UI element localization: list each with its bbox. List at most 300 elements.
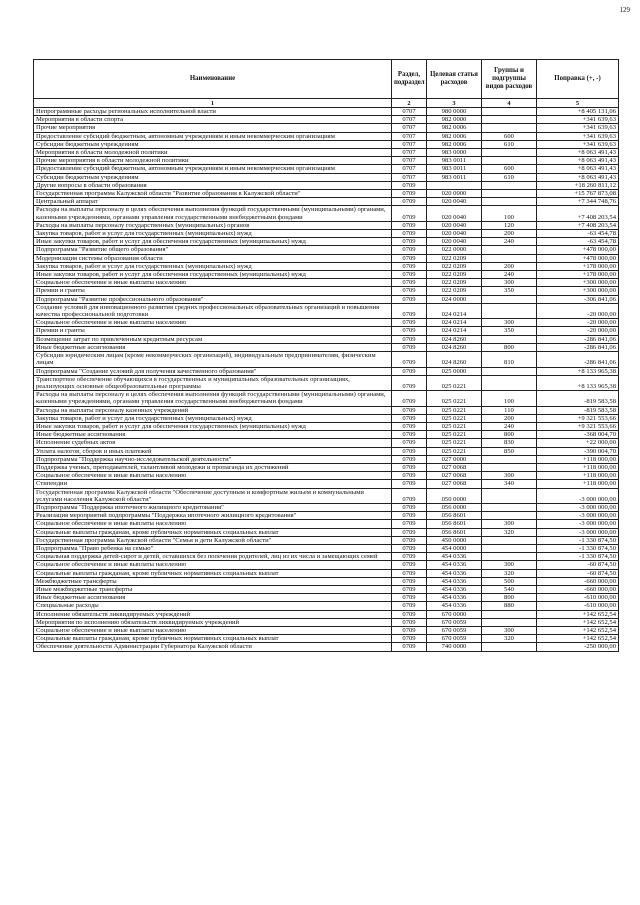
row-razdel: 0707 — [392, 149, 427, 157]
table-header-row — [34, 60, 619, 99]
row-target-article: 024 0214 — [427, 327, 482, 335]
row-razdel: 0709 — [392, 602, 427, 610]
table-row — [34, 367, 619, 375]
row-amount: +341 639,63 — [537, 124, 619, 132]
table-row — [34, 198, 619, 206]
row-expense-group: 850 — [482, 447, 537, 455]
table-row — [34, 643, 619, 651]
row-name: Иные бюджетные ассигнования — [34, 343, 392, 351]
row-amount: -368 004,70 — [537, 431, 619, 439]
row-expense-group: 340 — [482, 480, 537, 488]
row-amount: -1 330 874,50 — [537, 553, 619, 561]
row-amount: +178 000,00 — [537, 271, 619, 279]
row-target-article: 025 0221 — [427, 375, 482, 390]
row-expense-group: 200 — [482, 414, 537, 422]
row-name: Премии и гранты — [34, 287, 392, 295]
row-amount: -390 004,70 — [537, 447, 619, 455]
row-razdel: 0707 — [392, 157, 427, 165]
row-amount: -63 454,78 — [537, 238, 619, 246]
row-expense-group: 300 — [482, 627, 537, 635]
row-target-article: 020 0040 — [427, 198, 482, 206]
row-target-article: 020 0040 — [427, 238, 482, 246]
row-amount: +118 000,00 — [537, 463, 619, 471]
header-target: Целевая статья расходов — [427, 60, 482, 99]
row-name: Расходы на выплаты персоналу в целях обеспечения выполнения функций государственными (муниципальными) органами, казенными учреждениями, органами управления государственными внебюджетными фондами — [34, 391, 392, 406]
row-name: Иные закупки товаров, работ и услуг для обеспечения государственных (муниципальных) нужд — [34, 238, 392, 246]
row-expense-group: 540 — [482, 585, 537, 593]
row-amount: +8 405 131,06 — [537, 108, 619, 116]
row-expense-group — [482, 503, 537, 511]
row-expense-group: 320 — [482, 635, 537, 643]
row-expense-group: 100 — [482, 206, 537, 221]
row-target-article: 670 0059 — [427, 635, 482, 643]
row-target-article: 740 0000 — [427, 643, 482, 651]
table-row — [34, 472, 619, 480]
table-row — [34, 246, 619, 254]
row-expense-group: 100 — [482, 391, 537, 406]
row-razdel: 0709 — [392, 480, 427, 488]
table-row — [34, 173, 619, 181]
row-name: Социальные выплаты гражданам, кроме публичных нормативных социальных выплат — [34, 635, 392, 643]
row-razdel: 0709 — [392, 503, 427, 511]
row-target-article: 022 0209 — [427, 279, 482, 287]
row-name: Уплата налогов, сборов и иных платежей — [34, 447, 392, 455]
page-number: 129 — [619, 6, 630, 14]
row-name: Специальные расходы — [34, 602, 392, 610]
row-expense-group — [482, 544, 537, 552]
table-row — [34, 544, 619, 552]
table-row — [34, 230, 619, 238]
table-row — [34, 335, 619, 343]
table-row — [34, 319, 619, 327]
table-row — [34, 463, 619, 471]
row-target-article: 025 0221 — [427, 406, 482, 414]
row-razdel: 0709 — [392, 181, 427, 189]
row-amount: +9 321 553,66 — [537, 414, 619, 422]
column-number: 4 — [482, 99, 537, 108]
table-row — [34, 391, 619, 406]
row-target-article: 454 0336 — [427, 585, 482, 593]
row-razdel: 0709 — [392, 585, 427, 593]
row-target-article: 025 0221 — [427, 391, 482, 406]
row-razdel: 0707 — [392, 124, 427, 132]
row-target-article: 982 0006 — [427, 132, 482, 140]
row-expense-group: 800 — [482, 343, 537, 351]
row-expense-group — [482, 157, 537, 165]
row-name: Премии и гранты — [34, 327, 392, 335]
row-expense-group: 120 — [482, 221, 537, 229]
table-row — [34, 602, 619, 610]
row-expense-group — [482, 367, 537, 375]
row-razdel: 0709 — [392, 463, 427, 471]
row-razdel: 0707 — [392, 173, 427, 181]
row-target-article: 027 0000 — [427, 455, 482, 463]
row-expense-group — [482, 124, 537, 132]
row-target-article: 025 0221 — [427, 414, 482, 422]
row-target-article: 454 0336 — [427, 577, 482, 585]
row-target-article: 020 0040 — [427, 206, 482, 221]
row-name: Иные бюджетные ассигнования — [34, 594, 392, 602]
table-row — [34, 520, 619, 528]
row-razdel: 0709 — [392, 221, 427, 229]
row-razdel: 0709 — [392, 295, 427, 303]
row-name: Подпрограмма "Поддержка ипотечного жилищного кредитования" — [34, 503, 392, 511]
row-razdel: 0707 — [392, 116, 427, 124]
column-number: 3 — [427, 99, 482, 108]
table-row — [34, 553, 619, 561]
table-row — [34, 343, 619, 351]
row-name: Расходы на выплаты персоналу в целях обеспечения выполнения функций государственными (муниципальными) органами, казенными учреждениями, органами управления государственными внебюджетными фондами — [34, 206, 392, 221]
row-razdel: 0709 — [392, 431, 427, 439]
row-expense-group: 240 — [482, 422, 537, 430]
row-target-article: 025 0221 — [427, 431, 482, 439]
row-expense-group — [482, 190, 537, 198]
header-razdel: Раздел, подраздел — [392, 60, 427, 99]
row-name: Иные бюджетные ассигнования — [34, 431, 392, 439]
row-razdel: 0709 — [392, 528, 427, 536]
row-target-article: 020 0040 — [427, 221, 482, 229]
row-name: Закупка товаров, работ и услуг для государственных (муниципальных) нужд — [34, 262, 392, 270]
table-row — [34, 569, 619, 577]
row-target-article — [427, 181, 482, 189]
row-name: Поддержка ученых, преподавателей, талантливой молодежи и пропаганда их достижений — [34, 463, 392, 471]
row-razdel: 0709 — [392, 391, 427, 406]
row-name: Субсидии юридическим лицам (кроме некоммерческих организаций), индивидуальным предпринимателям, физическим лицам — [34, 352, 392, 367]
row-name: Социальное обеспечение и иные выплаты населению — [34, 520, 392, 528]
row-razdel: 0707 — [392, 165, 427, 173]
row-razdel: 0709 — [392, 230, 427, 238]
row-expense-group: 300 — [482, 561, 537, 569]
row-razdel: 0709 — [392, 618, 427, 626]
row-amount: -286 841,06 — [537, 343, 619, 351]
row-amount: -286 841,06 — [537, 335, 619, 343]
budget-amendment-table — [33, 59, 619, 652]
table-row — [34, 108, 619, 116]
row-expense-group: 300 — [482, 472, 537, 480]
row-name: Социальное обеспечение и иные выплаты населению — [34, 279, 392, 287]
row-razdel: 0709 — [392, 488, 427, 503]
row-amount: -610 000,00 — [537, 602, 619, 610]
row-name: Государственная программа Калужской области "Обеспечение доступным и комфортным жильем и коммунальными услугами населения Калужской области" — [34, 488, 392, 503]
table-row — [34, 488, 619, 503]
row-name: Социальные выплаты гражданам, кроме публичных нормативных социальных выплат — [34, 528, 392, 536]
row-target-article: 025 0221 — [427, 447, 482, 455]
table-row — [34, 503, 619, 511]
row-amount: +142 652,54 — [537, 610, 619, 618]
row-expense-group — [482, 335, 537, 343]
row-amount: +22 000,00 — [537, 439, 619, 447]
row-amount: -3 000 000,00 — [537, 528, 619, 536]
row-amount: +9 321 553,66 — [537, 422, 619, 430]
header-groups: Группы и подгруппы видов расходов — [482, 60, 537, 99]
table-row — [34, 618, 619, 626]
row-amount: -3 000 000,00 — [537, 520, 619, 528]
row-target-article: 454 0336 — [427, 553, 482, 561]
row-amount: +18 260 811,12 — [537, 181, 619, 189]
column-number-row — [34, 99, 619, 108]
row-name: Реализация мероприятий подпрограммы "Поддержка ипотечного жилищного кредитования" — [34, 512, 392, 520]
row-expense-group: 240 — [482, 271, 537, 279]
row-amount: -20 000,00 — [537, 327, 619, 335]
row-expense-group: 880 — [482, 602, 537, 610]
row-razdel: 0709 — [392, 520, 427, 528]
row-razdel: 0709 — [392, 246, 427, 254]
row-target-article: 983 0011 — [427, 165, 482, 173]
row-razdel: 0709 — [392, 406, 427, 414]
table-row — [34, 414, 619, 422]
row-name: Подпрограмма "Создание условий для получения качественного образования" — [34, 367, 392, 375]
row-razdel: 0709 — [392, 627, 427, 635]
row-target-article: 022 0209 — [427, 287, 482, 295]
row-expense-group: 300 — [482, 520, 537, 528]
row-name: Подпрограмма "Поддержка научно-исследовательской деятельности" — [34, 455, 392, 463]
row-expense-group: 800 — [482, 594, 537, 602]
row-target-article: 982 0000 — [427, 116, 482, 124]
table-row — [34, 221, 619, 229]
row-razdel: 0709 — [392, 271, 427, 279]
row-amount: +341 639,63 — [537, 140, 619, 148]
row-expense-group: 350 — [482, 287, 537, 295]
row-expense-group — [482, 181, 537, 189]
row-amount: -3 000 000,00 — [537, 503, 619, 511]
row-expense-group — [482, 116, 537, 124]
table-row — [34, 627, 619, 635]
row-razdel: 0709 — [392, 544, 427, 552]
table-row — [34, 352, 619, 367]
row-amount: +15 767 873,08 — [537, 190, 619, 198]
row-expense-group: 610 — [482, 173, 537, 181]
row-razdel: 0709 — [392, 327, 427, 335]
row-amount: +118 000,00 — [537, 472, 619, 480]
row-target-article: 024 8260 — [427, 335, 482, 343]
table-row — [34, 422, 619, 430]
row-expense-group — [482, 303, 537, 318]
row-name: Субсидии бюджетным учреждениям — [34, 140, 392, 148]
row-amount: +8 063 491,43 — [537, 149, 619, 157]
row-razdel: 0709 — [392, 287, 427, 295]
row-target-article: 027 0068 — [427, 480, 482, 488]
row-target-article: 056 8601 — [427, 512, 482, 520]
row-expense-group — [482, 295, 537, 303]
row-amount: +142 652,54 — [537, 627, 619, 635]
row-razdel: 0709 — [392, 447, 427, 455]
row-name: Подпрограмма "Развитие профессионального образования" — [34, 295, 392, 303]
row-target-article: 025 0221 — [427, 422, 482, 430]
row-razdel: 0707 — [392, 108, 427, 116]
row-name: Другие вопросы в области образования — [34, 181, 392, 189]
table-row — [34, 536, 619, 544]
row-target-article: 020 0040 — [427, 230, 482, 238]
row-amount: -1 330 874,50 — [537, 544, 619, 552]
row-expense-group — [482, 254, 537, 262]
row-expense-group: 110 — [482, 406, 537, 414]
row-amount: +478 000,00 — [537, 254, 619, 262]
row-razdel: 0709 — [392, 594, 427, 602]
row-amount: -60 874,50 — [537, 561, 619, 569]
row-razdel: 0709 — [392, 254, 427, 262]
row-target-article: 982 0006 — [427, 124, 482, 132]
row-razdel: 0707 — [392, 140, 427, 148]
row-expense-group: 830 — [482, 439, 537, 447]
row-razdel: 0709 — [392, 190, 427, 198]
table-row — [34, 594, 619, 602]
row-amount: +7 408 203,54 — [537, 206, 619, 221]
row-razdel: 0709 — [392, 319, 427, 327]
table-row — [34, 132, 619, 140]
table-row — [34, 455, 619, 463]
row-target-article: 024 8260 — [427, 352, 482, 367]
row-expense-group: 810 — [482, 352, 537, 367]
row-razdel: 0709 — [392, 577, 427, 585]
row-amount: -1 330 874,50 — [537, 536, 619, 544]
row-name: Закупка товаров, работ и услуг для государственных (муниципальных) нужд — [34, 230, 392, 238]
row-amount: +118 000,00 — [537, 480, 619, 488]
table-row — [34, 181, 619, 189]
row-expense-group: 800 — [482, 431, 537, 439]
column-number: 1 — [34, 99, 392, 108]
row-name: Центральный аппарат — [34, 198, 392, 206]
row-expense-group — [482, 512, 537, 520]
row-amount: +142 652,54 — [537, 618, 619, 626]
table-row — [34, 585, 619, 593]
row-expense-group — [482, 463, 537, 471]
table-row — [34, 165, 619, 173]
row-target-article: 025 0000 — [427, 367, 482, 375]
row-expense-group: 500 — [482, 577, 537, 585]
row-name: Государственная программа Калужской области "Развитие образования в Калужской области" — [34, 190, 392, 198]
row-name: Исполнение обязательств ликвидируемых учреждений — [34, 610, 392, 618]
table-row — [34, 528, 619, 536]
row-name: Иные закупки товаров, работ и услуг для обеспечения государственных (муниципальных) нужд — [34, 271, 392, 279]
table-row — [34, 512, 619, 520]
row-target-article: 056 0000 — [427, 503, 482, 511]
row-razdel: 0709 — [392, 279, 427, 287]
table-row — [34, 116, 619, 124]
row-target-article: 670 0000 — [427, 610, 482, 618]
table-row — [34, 140, 619, 148]
row-target-article: 022 0209 — [427, 254, 482, 262]
table-row — [34, 124, 619, 132]
table-row — [34, 610, 619, 618]
table-row — [34, 439, 619, 447]
row-razdel: 0709 — [392, 206, 427, 221]
row-name: Стипендии — [34, 480, 392, 488]
table-row — [34, 431, 619, 439]
row-amount: +300 000,00 — [537, 279, 619, 287]
row-expense-group: 300 — [482, 279, 537, 287]
row-expense-group — [482, 536, 537, 544]
table-row — [34, 238, 619, 246]
row-target-article: 454 0336 — [427, 602, 482, 610]
header-name: Наименование — [34, 60, 392, 99]
row-name: Обеспечение деятельности Администрации Губернатора Калужской области — [34, 643, 392, 651]
table-row — [34, 447, 619, 455]
row-name: Транспортное обеспечение обучающихся в государственных и муниципальных образовательных организациях, реализующих основные общеобразовательные программы — [34, 375, 392, 390]
table-row — [34, 577, 619, 585]
row-target-article: 024 0214 — [427, 303, 482, 318]
row-expense-group — [482, 149, 537, 157]
row-target-article: 670 0059 — [427, 618, 482, 626]
row-expense-group: 350 — [482, 327, 537, 335]
row-name: Социальные выплаты гражданам, кроме публичных нормативных социальных выплат — [34, 569, 392, 577]
row-amount: -20 000,00 — [537, 303, 619, 318]
row-target-article: 454 0336 — [427, 594, 482, 602]
table-row — [34, 157, 619, 165]
row-name: Социальное обеспечение и иные выплаты населению — [34, 627, 392, 635]
row-razdel: 0707 — [392, 132, 427, 140]
row-razdel: 0709 — [392, 472, 427, 480]
column-number: 2 — [392, 99, 427, 108]
table-row — [34, 279, 619, 287]
row-amount: +118 000,00 — [537, 455, 619, 463]
row-razdel: 0709 — [392, 610, 427, 618]
row-amount: +8 063 491,43 — [537, 173, 619, 181]
row-amount: -60 874,50 — [537, 569, 619, 577]
row-razdel: 0709 — [392, 422, 427, 430]
row-expense-group — [482, 246, 537, 254]
row-name: Межбюджетные трансферты — [34, 577, 392, 585]
row-amount: -286 841,06 — [537, 352, 619, 367]
row-target-article: 024 8260 — [427, 343, 482, 351]
row-target-article: 020 0000 — [427, 190, 482, 198]
row-target-article: 056 8601 — [427, 520, 482, 528]
table-row — [34, 635, 619, 643]
row-target-article: 027 0068 — [427, 472, 482, 480]
table-row — [34, 206, 619, 221]
row-name: Социальное обеспечение и иные выплаты населению — [34, 319, 392, 327]
row-name: Модернизация системы образования области — [34, 254, 392, 262]
row-target-article: 982 0006 — [427, 140, 482, 148]
row-amount: +178 000,00 — [537, 262, 619, 270]
row-amount: +478 000,00 — [537, 246, 619, 254]
row-razdel: 0709 — [392, 238, 427, 246]
row-expense-group: 320 — [482, 569, 537, 577]
row-expense-group: 300 — [482, 319, 537, 327]
row-target-article: 454 0000 — [427, 544, 482, 552]
row-name: Создание условий для инновационного развития средних профессиональных образовательных организаций и повышения качества профессиональной подготовки — [34, 303, 392, 318]
row-name: Мероприятия в области спорта — [34, 116, 392, 124]
row-name: Непрограммные расходы региональных исполнительной власти — [34, 108, 392, 116]
row-target-article: 025 0221 — [427, 439, 482, 447]
row-amount: +341 639,63 — [537, 116, 619, 124]
row-expense-group: 610 — [482, 140, 537, 148]
row-name: Расходы на выплаты персоналу государственных (муниципальных) органов — [34, 221, 392, 229]
row-name: Исполнение судебных актов — [34, 439, 392, 447]
row-amount: +8 133 965,38 — [537, 375, 619, 390]
row-name: Социальная поддержка детей-сирот и детей, оставшихся без попечения родителей, лиц из их числа и замещающих семей — [34, 553, 392, 561]
table-row — [34, 295, 619, 303]
row-expense-group — [482, 553, 537, 561]
row-target-article: 980 0000 — [427, 108, 482, 116]
row-target-article: 983 0011 — [427, 173, 482, 181]
row-razdel: 0709 — [392, 455, 427, 463]
row-amount: +7 408 203,54 — [537, 221, 619, 229]
row-razdel: 0709 — [392, 335, 427, 343]
row-amount: -610 000,00 — [537, 594, 619, 602]
row-expense-group — [482, 198, 537, 206]
row-name: Социальное обеспечение и иные выплаты населению — [34, 561, 392, 569]
table-row — [34, 254, 619, 262]
row-amount: -3 000 000,00 — [537, 512, 619, 520]
row-expense-group: 600 — [482, 132, 537, 140]
row-razdel: 0709 — [392, 375, 427, 390]
row-name: Возмещение затрат по привлеченным кредитным ресурсам — [34, 335, 392, 343]
row-target-article: 454 0336 — [427, 561, 482, 569]
column-number: 5 — [537, 99, 619, 108]
row-target-article: 050 0000 — [427, 488, 482, 503]
row-name: Прочие мероприятия — [34, 124, 392, 132]
row-target-article: 983 0011 — [427, 157, 482, 165]
